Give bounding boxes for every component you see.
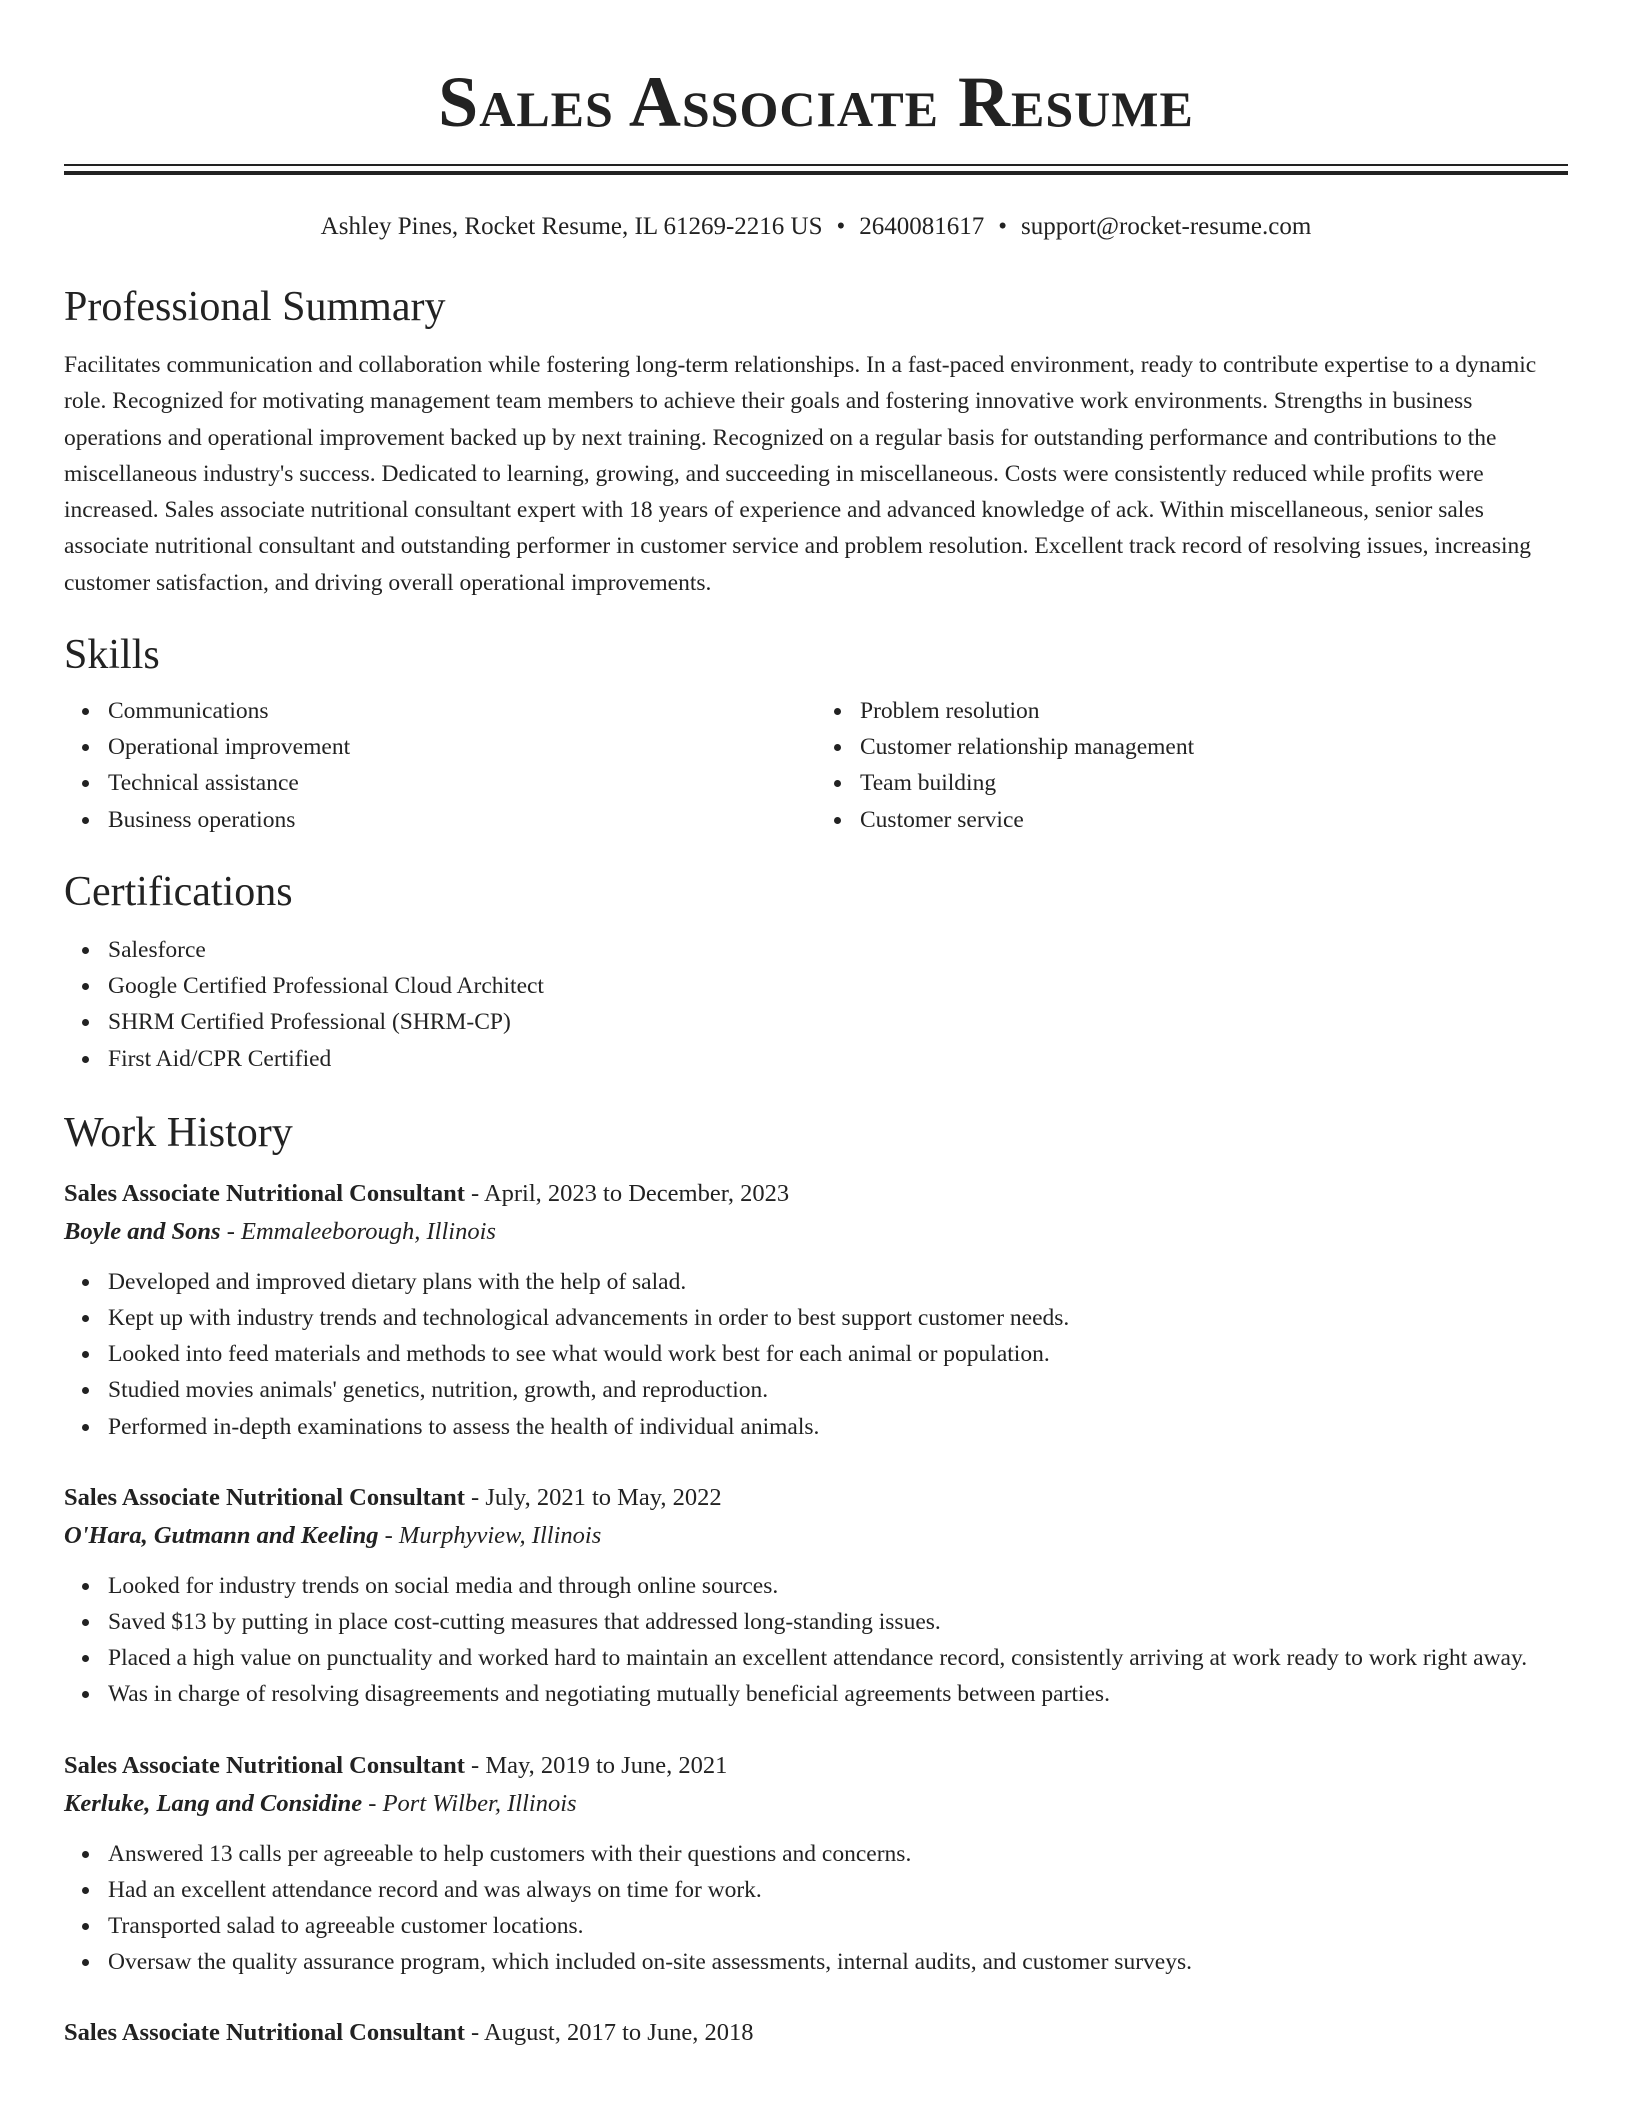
contact-address: Ashley Pines, Rocket Resume, IL 61269-2216 US [320,213,823,240]
summary-text: Facilitates communication and collaboration while fostering long-term relationships. In a fast-paced environment, ready to contribute expertise to a dynamic role. Recognized for motivating management team members to achieve their goals and fostering innovative work environments. Strengths in business operations and operational improvement backed up by next training. Recognized on a regular basis for outstanding performance and contributions to the miscellaneous industry's success. Dedicated to learning, growing, and succeeding in miscellaneous. Costs were consistently reduced while profits were increased. Sales associate nutritional consultant expert with 18 years of experience and advanced knowledge of ack. Within miscellaneous, senior sales associate nutritional consultant and outstanding performer in customer service and problem resolution. Excellent track record of resolving issues, increasing customer satisfaction, and driving overall operational improvements. [64,352,1537,596]
contact-separator: • [998,213,1008,240]
duty-item: Kept up with industry trends and technological advancements in order to best support customer needs. [108,1300,1568,1336]
job-duties [64,1264,1568,1445]
certifications-list [64,932,1568,1077]
certifications-heading: Certifications [64,868,293,915]
job-company: Kerluke, Lang and Considine [64,1789,363,1817]
skills-heading: Skills [64,632,160,679]
duty-item: Answered 13 calls per agreeable to help customers with their questions and concerns. [108,1836,1568,1872]
contact-line [64,211,1568,243]
skill-item: Customer relationship management [860,729,1568,765]
duty-item: Developed and improved dietary plans with the help of salad. [108,1264,1568,1300]
job-location: Emmaleeborough, Illinois [240,1217,496,1245]
skills-list-left [64,693,816,838]
job-duties [64,1568,1568,1713]
job-header: Sales Associate Nutritional Consultant - May, 2019 to June, 2021 [64,1751,728,1779]
duty-item: Placed a high value on punctuality and worked hard to maintain an excellent attendance record, consistently arriving at work ready to work right away. [108,1640,1568,1676]
skills-list-right [816,693,1568,838]
skill-item: Operational improvement [108,729,816,765]
summary-heading: Professional Summary [64,284,446,330]
job-entry [64,1479,1568,1713]
job-company-line: O'Hara, Gutmann and Keeling - Murphyview, Illinois [64,1521,602,1549]
duty-item: Studied movies animals' genetics, nutrition, growth, and reproduction. [108,1372,1568,1408]
certification-item: First Aid/CPR Certified [108,1041,1568,1077]
job-entry [64,1747,1568,1981]
duty-item: Looked into feed materials and methods to see what would work best for each animal or population. [108,1336,1568,1372]
duty-item: Performed in-depth examinations to assess the health of individual animals. [108,1409,1568,1445]
title-divider-thick [64,171,1568,175]
job-entry [64,1175,1568,1445]
skill-item: Technical assistance [108,765,816,801]
job-duties [64,1836,1568,1981]
skill-item: Problem resolution [860,693,1568,729]
job-header: Sales Associate Nutritional Consultant - August, 2017 to June, 2018 [64,2019,754,2047]
contact-phone: 2640081617 [859,213,985,240]
job-dates: July, 2021 to May, 2022 [485,1483,722,1511]
job-location: Murphyview, Illinois [398,1521,602,1549]
job-title: Sales Associate Nutritional Consultant [64,1483,465,1511]
certification-item: Salesforce [108,932,1568,968]
duty-item: Oversaw the quality assurance program, which included on-site assessments, internal audits, and customer surveys. [108,1944,1568,1980]
contact-email: support@rocket-resume.com [1021,213,1312,240]
job-header: Sales Associate Nutritional Consultant - July, 2021 to May, 2022 [64,1483,722,1511]
job-company-line: Kerluke, Lang and Considine - Port Wilber, Illinois [64,1789,577,1817]
job-company-line: Boyle and Sons - Emmaleeborough, Illinois [64,1217,496,1245]
skill-item: Customer service [860,802,1568,838]
job-dates: April, 2023 to December, 2023 [483,1179,790,1207]
skill-item: Team building [860,765,1568,801]
duty-item: Transported salad to agreeable customer locations. [108,1908,1568,1944]
job-company: Boyle and Sons [64,1217,221,1245]
title-divider-thin [64,164,1568,166]
job-dates: May, 2019 to June, 2021 [485,1751,728,1779]
skill-item: Business operations [108,802,816,838]
skills-columns [64,693,1568,838]
certification-item: Google Certified Professional Cloud Architect [108,968,1568,1004]
duty-item: Had an excellent attendance record and was always on time for work. [108,1872,1568,1908]
duty-item: Saved $13 by putting in place cost-cutting measures that addressed long-standing issues. [108,1604,1568,1640]
work-history-heading: Work History [64,1109,293,1156]
job-header: Sales Associate Nutritional Consultant - April, 2023 to December, 2023 [64,1179,790,1207]
resume-title: Sales Associate Resume [438,62,1194,142]
duty-item: Looked for industry trends on social media and through online sources. [108,1568,1568,1604]
job-title: Sales Associate Nutritional Consultant [64,1751,465,1779]
job-entry [64,2014,1568,2052]
certification-item: SHRM Certified Professional (SHRM-CP) [108,1004,1568,1040]
job-company: O'Hara, Gutmann and Keeling [64,1521,379,1549]
skill-item: Communications [108,693,816,729]
job-location: Port Wilber, Illinois [382,1789,577,1817]
duty-item: Was in charge of resolving disagreements and negotiating mutually beneficial agreements between parties. [108,1676,1568,1712]
contact-separator: • [836,213,846,240]
job-title: Sales Associate Nutritional Consultant [64,2019,465,2047]
job-dates: August, 2017 to June, 2018 [483,2019,754,2047]
job-title: Sales Associate Nutritional Consultant [64,1179,465,1207]
